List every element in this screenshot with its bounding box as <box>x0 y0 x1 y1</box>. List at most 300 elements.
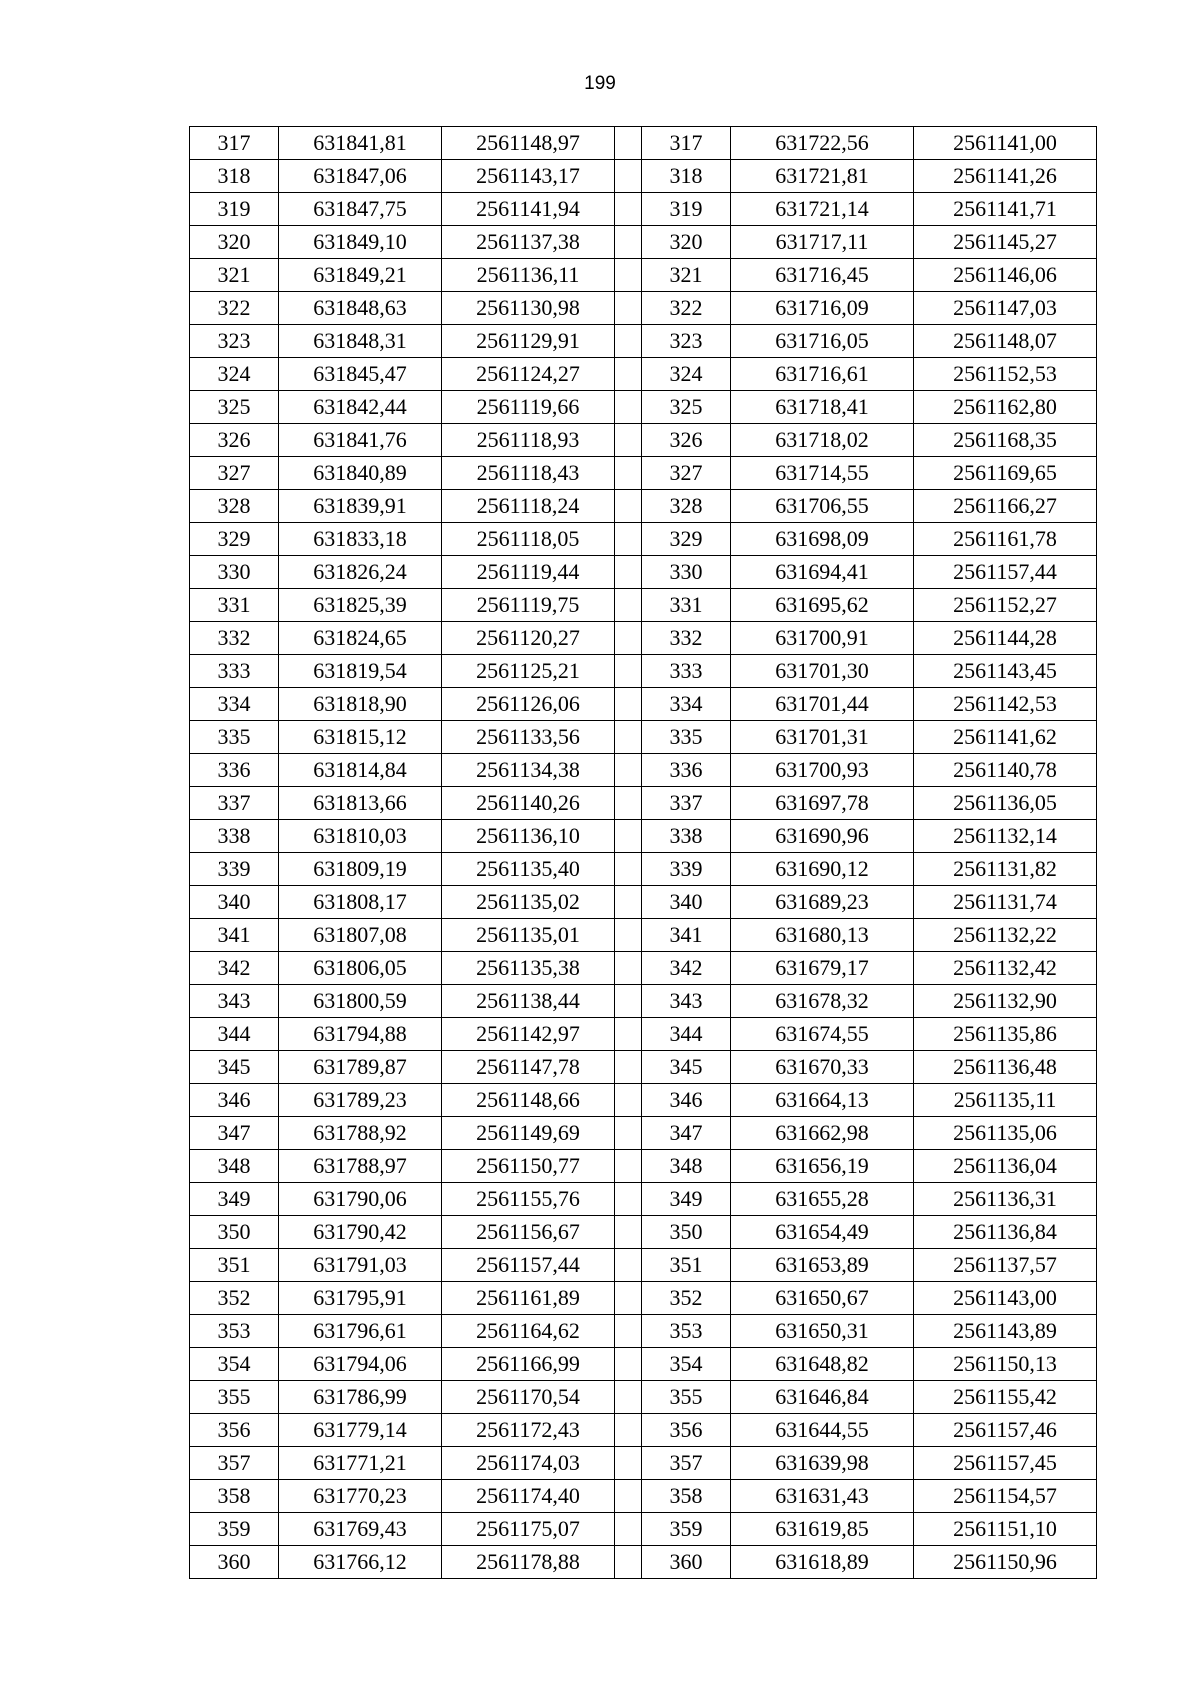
left-x-coordinate-cell: 631813,66 <box>279 787 442 820</box>
table-row <box>190 193 1097 226</box>
table-row <box>190 1018 1097 1051</box>
left-point-number-cell: 339 <box>190 853 279 886</box>
right-point-number-cell: 350 <box>642 1216 731 1249</box>
table-row <box>190 259 1097 292</box>
left-point-number-cell: 343 <box>190 985 279 1018</box>
right-point-number-cell: 332 <box>642 622 731 655</box>
left-point-number-cell: 332 <box>190 622 279 655</box>
right-point-number-cell: 343 <box>642 985 731 1018</box>
left-x-coordinate-cell: 631814,84 <box>279 754 442 787</box>
left-y-coordinate-cell: 2561120,27 <box>442 622 615 655</box>
right-point-number-cell: 347 <box>642 1117 731 1150</box>
right-x-coordinate-cell: 631716,05 <box>731 325 914 358</box>
spacer-cell <box>615 1150 642 1183</box>
left-y-coordinate-cell: 2561118,05 <box>442 523 615 556</box>
left-y-coordinate-cell: 2561118,43 <box>442 457 615 490</box>
left-y-coordinate-cell: 2561178,88 <box>442 1546 615 1579</box>
right-x-coordinate-cell: 631698,09 <box>731 523 914 556</box>
spacer-cell <box>615 1414 642 1447</box>
left-y-coordinate-cell: 2561150,77 <box>442 1150 615 1183</box>
table-row <box>190 688 1097 721</box>
right-x-coordinate-cell: 631679,17 <box>731 952 914 985</box>
right-x-coordinate-cell: 631655,28 <box>731 1183 914 1216</box>
left-point-number-cell: 317 <box>190 127 279 160</box>
right-point-number-cell: 345 <box>642 1051 731 1084</box>
table-row <box>190 1315 1097 1348</box>
left-point-number-cell: 349 <box>190 1183 279 1216</box>
left-point-number-cell: 359 <box>190 1513 279 1546</box>
table-row <box>190 1513 1097 1546</box>
spacer-cell <box>615 1018 642 1051</box>
right-x-coordinate-cell: 631716,61 <box>731 358 914 391</box>
spacer-cell <box>615 952 642 985</box>
right-y-coordinate-cell: 2561132,90 <box>914 985 1097 1018</box>
right-point-number-cell: 359 <box>642 1513 731 1546</box>
right-y-coordinate-cell: 2561132,14 <box>914 820 1097 853</box>
table-row <box>190 1381 1097 1414</box>
right-point-number-cell: 356 <box>642 1414 731 1447</box>
right-x-coordinate-cell: 631718,02 <box>731 424 914 457</box>
right-x-coordinate-cell: 631631,43 <box>731 1480 914 1513</box>
right-x-coordinate-cell: 631714,55 <box>731 457 914 490</box>
left-point-number-cell: 347 <box>190 1117 279 1150</box>
right-x-coordinate-cell: 631721,14 <box>731 193 914 226</box>
page-number: 199 <box>584 73 616 94</box>
spacer-cell <box>615 1249 642 1282</box>
right-y-coordinate-cell: 2561143,45 <box>914 655 1097 688</box>
left-x-coordinate-cell: 631849,21 <box>279 259 442 292</box>
left-y-coordinate-cell: 2561170,54 <box>442 1381 615 1414</box>
coordinates-table-body <box>190 127 1097 1579</box>
right-x-coordinate-cell: 631650,31 <box>731 1315 914 1348</box>
left-point-number-cell: 357 <box>190 1447 279 1480</box>
spacer-cell <box>615 391 642 424</box>
right-point-number-cell: 322 <box>642 292 731 325</box>
right-x-coordinate-cell: 631701,30 <box>731 655 914 688</box>
right-point-number-cell: 335 <box>642 721 731 754</box>
left-x-coordinate-cell: 631794,88 <box>279 1018 442 1051</box>
left-y-coordinate-cell: 2561147,78 <box>442 1051 615 1084</box>
right-x-coordinate-cell: 631639,98 <box>731 1447 914 1480</box>
left-y-coordinate-cell: 2561142,97 <box>442 1018 615 1051</box>
left-y-coordinate-cell: 2561133,56 <box>442 721 615 754</box>
left-x-coordinate-cell: 631808,17 <box>279 886 442 919</box>
right-point-number-cell: 337 <box>642 787 731 820</box>
right-x-coordinate-cell: 631695,62 <box>731 589 914 622</box>
right-x-coordinate-cell: 631648,82 <box>731 1348 914 1381</box>
spacer-cell <box>615 622 642 655</box>
left-y-coordinate-cell: 2561148,66 <box>442 1084 615 1117</box>
table-row <box>190 985 1097 1018</box>
right-x-coordinate-cell: 631619,85 <box>731 1513 914 1546</box>
right-point-number-cell: 353 <box>642 1315 731 1348</box>
spacer-cell <box>615 358 642 391</box>
left-x-coordinate-cell: 631809,19 <box>279 853 442 886</box>
spacer-cell <box>615 1117 642 1150</box>
right-y-coordinate-cell: 2561147,03 <box>914 292 1097 325</box>
left-y-coordinate-cell: 2561174,40 <box>442 1480 615 1513</box>
spacer-cell <box>615 655 642 688</box>
left-y-coordinate-cell: 2561118,24 <box>442 490 615 523</box>
left-point-number-cell: 334 <box>190 688 279 721</box>
right-point-number-cell: 336 <box>642 754 731 787</box>
right-y-coordinate-cell: 2561135,86 <box>914 1018 1097 1051</box>
right-y-coordinate-cell: 2561169,65 <box>914 457 1097 490</box>
spacer-cell <box>615 1480 642 1513</box>
right-x-coordinate-cell: 631653,89 <box>731 1249 914 1282</box>
right-y-coordinate-cell: 2561131,82 <box>914 853 1097 886</box>
spacer-cell <box>615 127 642 160</box>
left-point-number-cell: 340 <box>190 886 279 919</box>
left-x-coordinate-cell: 631847,75 <box>279 193 442 226</box>
spacer-cell <box>615 1183 642 1216</box>
right-x-coordinate-cell: 631701,31 <box>731 721 914 754</box>
right-y-coordinate-cell: 2561132,42 <box>914 952 1097 985</box>
left-x-coordinate-cell: 631794,06 <box>279 1348 442 1381</box>
right-y-coordinate-cell: 2561150,13 <box>914 1348 1097 1381</box>
left-point-number-cell: 327 <box>190 457 279 490</box>
left-y-coordinate-cell: 2561136,11 <box>442 259 615 292</box>
spacer-cell <box>615 226 642 259</box>
right-y-coordinate-cell: 2561152,53 <box>914 358 1097 391</box>
left-point-number-cell: 346 <box>190 1084 279 1117</box>
left-point-number-cell: 320 <box>190 226 279 259</box>
table-row <box>190 1348 1097 1381</box>
table-row <box>190 589 1097 622</box>
right-x-coordinate-cell: 631670,33 <box>731 1051 914 1084</box>
right-y-coordinate-cell: 2561143,89 <box>914 1315 1097 1348</box>
left-y-coordinate-cell: 2561129,91 <box>442 325 615 358</box>
left-x-coordinate-cell: 631788,92 <box>279 1117 442 1150</box>
left-point-number-cell: 319 <box>190 193 279 226</box>
right-y-coordinate-cell: 2561151,10 <box>914 1513 1097 1546</box>
spacer-cell <box>615 787 642 820</box>
spacer-cell <box>615 820 642 853</box>
right-point-number-cell: 318 <box>642 160 731 193</box>
spacer-cell <box>615 985 642 1018</box>
spacer-cell <box>615 721 642 754</box>
table-row <box>190 292 1097 325</box>
left-x-coordinate-cell: 631845,47 <box>279 358 442 391</box>
right-y-coordinate-cell: 2561135,11 <box>914 1084 1097 1117</box>
right-x-coordinate-cell: 631689,23 <box>731 886 914 919</box>
right-x-coordinate-cell: 631701,44 <box>731 688 914 721</box>
left-point-number-cell: 326 <box>190 424 279 457</box>
left-point-number-cell: 356 <box>190 1414 279 1447</box>
left-x-coordinate-cell: 631847,06 <box>279 160 442 193</box>
left-x-coordinate-cell: 631769,43 <box>279 1513 442 1546</box>
table-row <box>190 226 1097 259</box>
left-x-coordinate-cell: 631796,61 <box>279 1315 442 1348</box>
table-row <box>190 754 1097 787</box>
left-point-number-cell: 350 <box>190 1216 279 1249</box>
left-x-coordinate-cell: 631810,03 <box>279 820 442 853</box>
left-x-coordinate-cell: 631800,59 <box>279 985 442 1018</box>
right-x-coordinate-cell: 631662,98 <box>731 1117 914 1150</box>
left-point-number-cell: 338 <box>190 820 279 853</box>
right-point-number-cell: 328 <box>642 490 731 523</box>
right-point-number-cell: 329 <box>642 523 731 556</box>
right-point-number-cell: 320 <box>642 226 731 259</box>
table-row <box>190 1117 1097 1150</box>
left-x-coordinate-cell: 631842,44 <box>279 391 442 424</box>
spacer-cell <box>615 688 642 721</box>
right-point-number-cell: 342 <box>642 952 731 985</box>
left-x-coordinate-cell: 631839,91 <box>279 490 442 523</box>
left-point-number-cell: 318 <box>190 160 279 193</box>
left-y-coordinate-cell: 2561174,03 <box>442 1447 615 1480</box>
left-x-coordinate-cell: 631779,14 <box>279 1414 442 1447</box>
table-row <box>190 787 1097 820</box>
spacer-cell <box>615 1282 642 1315</box>
left-point-number-cell: 331 <box>190 589 279 622</box>
left-y-coordinate-cell: 2561157,44 <box>442 1249 615 1282</box>
table-row <box>190 523 1097 556</box>
right-y-coordinate-cell: 2561132,22 <box>914 919 1097 952</box>
left-x-coordinate-cell: 631807,08 <box>279 919 442 952</box>
spacer-cell <box>615 1513 642 1546</box>
right-point-number-cell: 340 <box>642 886 731 919</box>
coordinates-table <box>189 126 1097 1579</box>
right-point-number-cell: 325 <box>642 391 731 424</box>
left-y-coordinate-cell: 2561138,44 <box>442 985 615 1018</box>
spacer-cell <box>615 424 642 457</box>
right-y-coordinate-cell: 2561136,31 <box>914 1183 1097 1216</box>
left-y-coordinate-cell: 2561149,69 <box>442 1117 615 1150</box>
table-row <box>190 1546 1097 1579</box>
spacer-cell <box>615 556 642 589</box>
table-row <box>190 1447 1097 1480</box>
left-x-coordinate-cell: 631789,23 <box>279 1084 442 1117</box>
right-y-coordinate-cell: 2561136,84 <box>914 1216 1097 1249</box>
right-point-number-cell: 352 <box>642 1282 731 1315</box>
table-row <box>190 820 1097 853</box>
right-point-number-cell: 327 <box>642 457 731 490</box>
right-y-coordinate-cell: 2561141,71 <box>914 193 1097 226</box>
left-point-number-cell: 323 <box>190 325 279 358</box>
right-x-coordinate-cell: 631700,93 <box>731 754 914 787</box>
left-y-coordinate-cell: 2561118,93 <box>442 424 615 457</box>
left-y-coordinate-cell: 2561136,10 <box>442 820 615 853</box>
table-row <box>190 424 1097 457</box>
table-row <box>190 1282 1097 1315</box>
right-point-number-cell: 346 <box>642 1084 731 1117</box>
left-x-coordinate-cell: 631815,12 <box>279 721 442 754</box>
spacer-cell <box>615 1084 642 1117</box>
right-x-coordinate-cell: 631690,96 <box>731 820 914 853</box>
left-point-number-cell: 324 <box>190 358 279 391</box>
right-x-coordinate-cell: 631716,45 <box>731 259 914 292</box>
right-y-coordinate-cell: 2561148,07 <box>914 325 1097 358</box>
right-y-coordinate-cell: 2561157,44 <box>914 556 1097 589</box>
spacer-cell <box>615 919 642 952</box>
left-y-coordinate-cell: 2561124,27 <box>442 358 615 391</box>
left-x-coordinate-cell: 631790,42 <box>279 1216 442 1249</box>
right-point-number-cell: 349 <box>642 1183 731 1216</box>
left-x-coordinate-cell: 631825,39 <box>279 589 442 622</box>
left-y-coordinate-cell: 2561126,06 <box>442 688 615 721</box>
right-y-coordinate-cell: 2561155,42 <box>914 1381 1097 1414</box>
table-row <box>190 358 1097 391</box>
right-point-number-cell: 319 <box>642 193 731 226</box>
right-point-number-cell: 338 <box>642 820 731 853</box>
left-x-coordinate-cell: 631771,21 <box>279 1447 442 1480</box>
table-row <box>190 1249 1097 1282</box>
left-point-number-cell: 352 <box>190 1282 279 1315</box>
table-row <box>190 853 1097 886</box>
left-y-coordinate-cell: 2561135,01 <box>442 919 615 952</box>
left-x-coordinate-cell: 631795,91 <box>279 1282 442 1315</box>
right-point-number-cell: 333 <box>642 655 731 688</box>
right-point-number-cell: 339 <box>642 853 731 886</box>
right-y-coordinate-cell: 2561143,00 <box>914 1282 1097 1315</box>
table-row <box>190 556 1097 589</box>
left-point-number-cell: 325 <box>190 391 279 424</box>
left-point-number-cell: 333 <box>190 655 279 688</box>
left-y-coordinate-cell: 2561143,17 <box>442 160 615 193</box>
left-y-coordinate-cell: 2561148,97 <box>442 127 615 160</box>
spacer-cell <box>615 160 642 193</box>
right-x-coordinate-cell: 631697,78 <box>731 787 914 820</box>
left-x-coordinate-cell: 631848,63 <box>279 292 442 325</box>
left-y-coordinate-cell: 2561161,89 <box>442 1282 615 1315</box>
left-point-number-cell: 342 <box>190 952 279 985</box>
table-row <box>190 1183 1097 1216</box>
left-x-coordinate-cell: 631841,76 <box>279 424 442 457</box>
right-point-number-cell: 317 <box>642 127 731 160</box>
right-point-number-cell: 324 <box>642 358 731 391</box>
right-point-number-cell: 360 <box>642 1546 731 1579</box>
right-y-coordinate-cell: 2561166,27 <box>914 490 1097 523</box>
right-y-coordinate-cell: 2561146,06 <box>914 259 1097 292</box>
right-y-coordinate-cell: 2561145,27 <box>914 226 1097 259</box>
left-x-coordinate-cell: 631819,54 <box>279 655 442 688</box>
right-point-number-cell: 331 <box>642 589 731 622</box>
right-point-number-cell: 348 <box>642 1150 731 1183</box>
spacer-cell <box>615 1381 642 1414</box>
right-y-coordinate-cell: 2561142,53 <box>914 688 1097 721</box>
spacer-cell <box>615 259 642 292</box>
right-y-coordinate-cell: 2561152,27 <box>914 589 1097 622</box>
left-point-number-cell: 336 <box>190 754 279 787</box>
right-y-coordinate-cell: 2561136,05 <box>914 787 1097 820</box>
left-point-number-cell: 337 <box>190 787 279 820</box>
right-point-number-cell: 334 <box>642 688 731 721</box>
spacer-cell <box>615 1447 642 1480</box>
left-y-coordinate-cell: 2561125,21 <box>442 655 615 688</box>
left-y-coordinate-cell: 2561155,76 <box>442 1183 615 1216</box>
left-y-coordinate-cell: 2561135,02 <box>442 886 615 919</box>
spacer-cell <box>615 523 642 556</box>
right-x-coordinate-cell: 631674,55 <box>731 1018 914 1051</box>
left-point-number-cell: 360 <box>190 1546 279 1579</box>
right-y-coordinate-cell: 2561141,00 <box>914 127 1097 160</box>
spacer-cell <box>615 1546 642 1579</box>
right-y-coordinate-cell: 2561141,62 <box>914 721 1097 754</box>
left-point-number-cell: 358 <box>190 1480 279 1513</box>
left-y-coordinate-cell: 2561119,44 <box>442 556 615 589</box>
table-row <box>190 1150 1097 1183</box>
left-x-coordinate-cell: 631770,23 <box>279 1480 442 1513</box>
table-row <box>190 457 1097 490</box>
spacer-cell <box>615 589 642 622</box>
left-point-number-cell: 335 <box>190 721 279 754</box>
spacer-cell <box>615 886 642 919</box>
right-x-coordinate-cell: 631706,55 <box>731 490 914 523</box>
right-point-number-cell: 344 <box>642 1018 731 1051</box>
table-row <box>190 1216 1097 1249</box>
spacer-cell <box>615 1216 642 1249</box>
right-point-number-cell: 341 <box>642 919 731 952</box>
left-point-number-cell: 330 <box>190 556 279 589</box>
left-y-coordinate-cell: 2561156,67 <box>442 1216 615 1249</box>
right-x-coordinate-cell: 631680,13 <box>731 919 914 952</box>
right-y-coordinate-cell: 2561162,80 <box>914 391 1097 424</box>
right-y-coordinate-cell: 2561161,78 <box>914 523 1097 556</box>
right-y-coordinate-cell: 2561137,57 <box>914 1249 1097 1282</box>
right-x-coordinate-cell: 631650,67 <box>731 1282 914 1315</box>
right-x-coordinate-cell: 631656,19 <box>731 1150 914 1183</box>
left-y-coordinate-cell: 2561130,98 <box>442 292 615 325</box>
right-x-coordinate-cell: 631717,11 <box>731 226 914 259</box>
left-x-coordinate-cell: 631806,05 <box>279 952 442 985</box>
table-row <box>190 391 1097 424</box>
spacer-cell <box>615 1315 642 1348</box>
spacer-cell <box>615 325 642 358</box>
right-y-coordinate-cell: 2561131,74 <box>914 886 1097 919</box>
right-x-coordinate-cell: 631644,55 <box>731 1414 914 1447</box>
left-point-number-cell: 345 <box>190 1051 279 1084</box>
right-y-coordinate-cell: 2561157,45 <box>914 1447 1097 1480</box>
table-row <box>190 952 1097 985</box>
right-x-coordinate-cell: 631664,13 <box>731 1084 914 1117</box>
left-point-number-cell: 321 <box>190 259 279 292</box>
table-row <box>190 325 1097 358</box>
left-x-coordinate-cell: 631848,31 <box>279 325 442 358</box>
right-x-coordinate-cell: 631716,09 <box>731 292 914 325</box>
left-y-coordinate-cell: 2561175,07 <box>442 1513 615 1546</box>
right-y-coordinate-cell: 2561154,57 <box>914 1480 1097 1513</box>
right-x-coordinate-cell: 631618,89 <box>731 1546 914 1579</box>
table-row <box>190 490 1097 523</box>
right-y-coordinate-cell: 2561135,06 <box>914 1117 1097 1150</box>
left-x-coordinate-cell: 631826,24 <box>279 556 442 589</box>
left-x-coordinate-cell: 631818,90 <box>279 688 442 721</box>
spacer-cell <box>615 193 642 226</box>
table-row <box>190 919 1097 952</box>
left-y-coordinate-cell: 2561166,99 <box>442 1348 615 1381</box>
right-point-number-cell: 355 <box>642 1381 731 1414</box>
left-x-coordinate-cell: 631824,65 <box>279 622 442 655</box>
left-point-number-cell: 328 <box>190 490 279 523</box>
right-point-number-cell: 354 <box>642 1348 731 1381</box>
right-x-coordinate-cell: 631678,32 <box>731 985 914 1018</box>
right-x-coordinate-cell: 631700,91 <box>731 622 914 655</box>
right-x-coordinate-cell: 631646,84 <box>731 1381 914 1414</box>
table-row <box>190 1051 1097 1084</box>
left-y-coordinate-cell: 2561172,43 <box>442 1414 615 1447</box>
left-point-number-cell: 354 <box>190 1348 279 1381</box>
right-point-number-cell: 321 <box>642 259 731 292</box>
left-y-coordinate-cell: 2561137,38 <box>442 226 615 259</box>
right-y-coordinate-cell: 2561136,04 <box>914 1150 1097 1183</box>
right-y-coordinate-cell: 2561141,26 <box>914 160 1097 193</box>
right-y-coordinate-cell: 2561136,48 <box>914 1051 1097 1084</box>
left-point-number-cell: 322 <box>190 292 279 325</box>
left-x-coordinate-cell: 631791,03 <box>279 1249 442 1282</box>
left-y-coordinate-cell: 2561119,75 <box>442 589 615 622</box>
left-point-number-cell: 329 <box>190 523 279 556</box>
